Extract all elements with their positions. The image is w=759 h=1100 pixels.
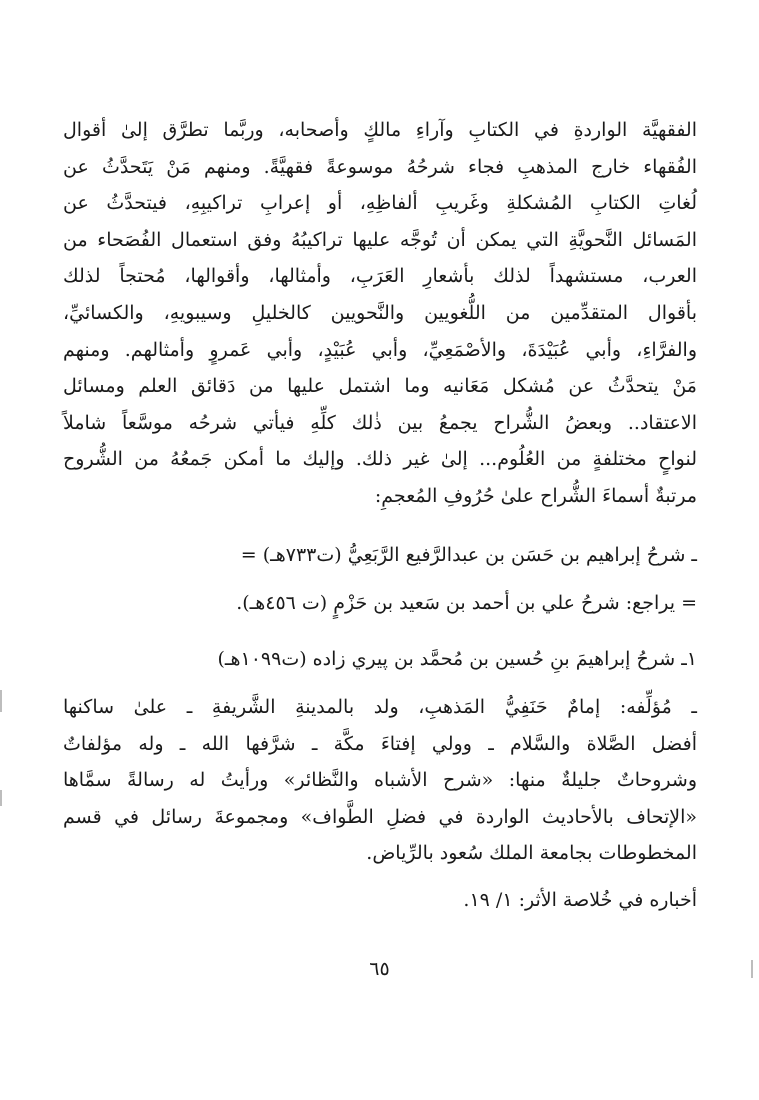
text-line: المَسائل النَّحويَّةِ التي يمكن أن تُوجَّه عليها تراكيبُهُ وفق استعمال الفُصَحاء من	[63, 228, 697, 251]
text-line: مرتبةٌ أسماءَ الشُّراح علىٰ حُرُوفِ المُعجمِ:	[374, 484, 697, 507]
text-line: الاعتقاد.. وبعضُ الشُّراح يجمعُ بين ذٰلك كلِّهِ فيأتي شرحُه موسَّعاً شاملاً	[63, 411, 697, 434]
scan-edge-mark	[0, 690, 2, 712]
text-line: الفقهيَّة الواردةِ في الكتابِ وآراءِ مالكٍ وأصحابه، وربَّما تطرَّق إلىٰ أقوال	[63, 119, 697, 141]
text-line: أفضل الصَّلاة والسَّلام ـ وولي إفتاءَ مكَّة ـ شرَّفها الله ـ وله مؤلفاتٌ	[63, 732, 697, 755]
reference-line: أخباره في خُلاصة الأثر: ١/ ١٩.	[463, 889, 697, 911]
cross-reference-target: = يراجع: شرحُ علي بن أحمد بن سَعيد بن حَزْمٍ (ت ٤٥٦هـ).	[236, 592, 697, 614]
text-line: ـ مُؤلِّفه: إمامٌ حَنَفِيُّ المَذهبِ، ولد بالمدينةِ الشَّريفةِ ـ علىٰ ساكنها	[63, 696, 697, 718]
text-line: «الإتحاف بالأحاديث الواردة في فضلِ الطَّواف» ومجموعةَ رسائل في قسم	[63, 805, 697, 828]
text-line: الفُقهاء خارج المذهبِ فجاء شرحُهُ موسوعةً فقهيَّةً. ومنهم مَنْ يَتَحدَّثُ عن	[63, 155, 697, 178]
text-line: لنواحٍ مختلفةٍ من العُلُوم... إلىٰ غير ذلك. وإليك ما أمكن جَمعُهُ من الشُّروح	[63, 448, 697, 471]
scan-edge-mark	[0, 790, 2, 806]
cross-reference-entry: ـ شرحُ إبراهيم بن حَسَن بن عبدالرَّفيع الرَّبَعِيُّ (ت٧٣٣هـ) =	[240, 544, 697, 566]
text-line: بأقوال المتقدِّمين من اللُّغويين والنَّحويين كالخليلِ وسيبويهِ، والكسائيِّ،	[63, 301, 697, 324]
entry-heading: ١ـ شرحُ إبراهيمَ بنِ حُسين بن مُحمَّد بن پيري زاده (ت١٠٩٩هـ)	[217, 648, 697, 670]
text-line: مَنْ يتحدَّثُ عن مُشكل مَعَانيه وما اشتمل عليها من دَقائق العلم ومسائل	[63, 375, 697, 398]
text-line: لُغاتِ الكتابِ المُشكلةِ وغَريبِ ألفاظِهِ، أو إعرابِ تراكيبِهِ، فيتحدَّثُ عن	[63, 192, 697, 215]
text-line: المخطوطات بجامعة الملك سُعود بالرِّياض.	[366, 842, 697, 865]
scan-edge-mark	[751, 960, 753, 978]
text-line: وشروحاتٌ جليلةٌ منها: «شرح الأشباه والنَّظائر» ورأيتُ له رسالةً سمَّاها	[63, 769, 697, 792]
text-line: العرب، مستشهداً لذلك بأشعارِ العَرَبِ، وأمثالها، وأقوالها، مُحتجاً لذلك	[63, 265, 697, 288]
page-number: ٦٥	[369, 958, 390, 980]
text-line: والفرَّاءِ، وأبي عُبَيْدَةَ، والأصْمَعِيِّ، وأبي عُبَيْدٍ، وأبي عَمروٍ وأمثالهم. ومنهم	[63, 338, 697, 361]
intro-paragraph	[63, 112, 697, 515]
author-paragraph	[63, 689, 697, 872]
